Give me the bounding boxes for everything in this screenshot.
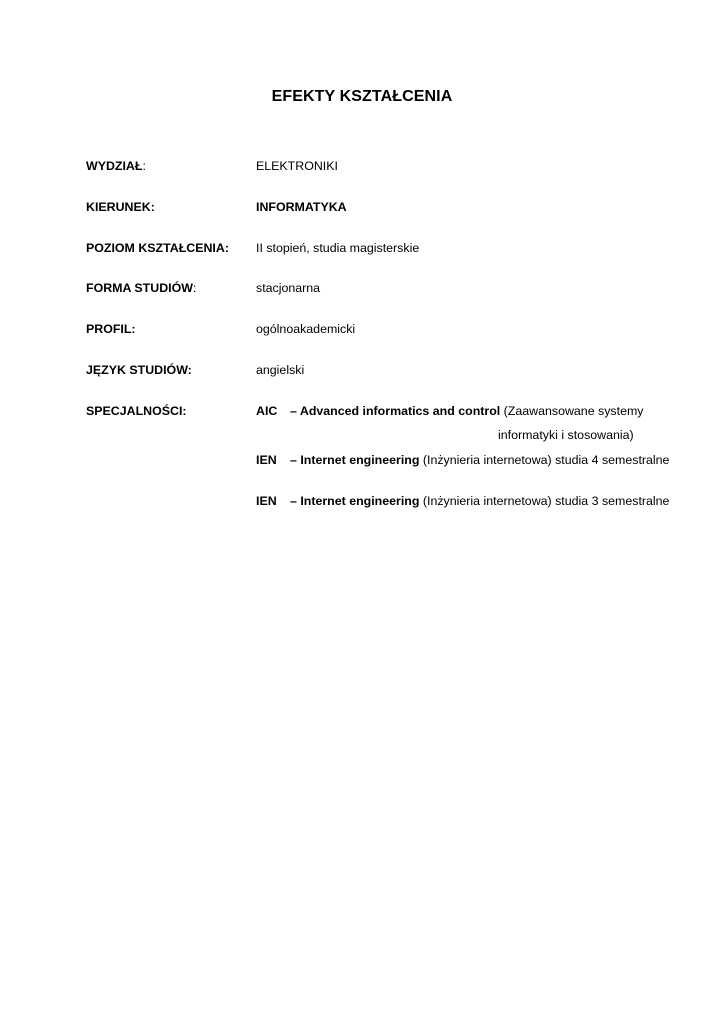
specialization-item <box>256 493 669 509</box>
specialization-code: AIC <box>256 404 278 418</box>
specialization-name: – Internet engineering <box>290 494 420 508</box>
field-label: KIERUNEK: <box>86 200 155 214</box>
specialization-code: IEN <box>256 453 277 467</box>
field-label: SPECJALNOŚCI: <box>86 404 187 418</box>
field-value: ogólnoakademicki <box>256 322 356 336</box>
specialization-name: – Advanced informatics and control <box>290 404 501 418</box>
field-value: angielski <box>256 363 305 377</box>
specialization-code: IEN <box>256 494 277 508</box>
field-label: WYDZIAŁ: <box>86 159 146 173</box>
field-label: POZIOM KSZTAŁCENIA: <box>86 241 229 255</box>
field-label: JĘZYK STUDIÓW: <box>86 363 192 377</box>
field-value: stacjonarna <box>256 281 321 295</box>
specialization-item <box>256 403 643 419</box>
specialization-item <box>256 452 669 468</box>
specialization-desc: (Zaawansowane systemy <box>500 404 644 418</box>
field-label: FORMA STUDIÓW: <box>86 281 197 295</box>
specialization-name: – Internet engineering <box>290 453 420 467</box>
field-label: PROFIL: <box>86 322 136 336</box>
field-value: INFORMATYKA <box>256 200 347 214</box>
page-title: EFEKTY KSZTAŁCENIA <box>271 88 453 105</box>
specialization-desc: (Inżynieria internetowa) studia 3 semestralne <box>419 494 670 508</box>
field-value: ELEKTRONIKI <box>256 159 338 173</box>
specialization-desc: (Inżynieria internetowa) studia 4 semestralne <box>419 453 670 467</box>
specialization-desc-continued: informatyki i stosowania) <box>498 428 634 442</box>
field-value: II stopień, studia magisterskie <box>256 241 420 255</box>
